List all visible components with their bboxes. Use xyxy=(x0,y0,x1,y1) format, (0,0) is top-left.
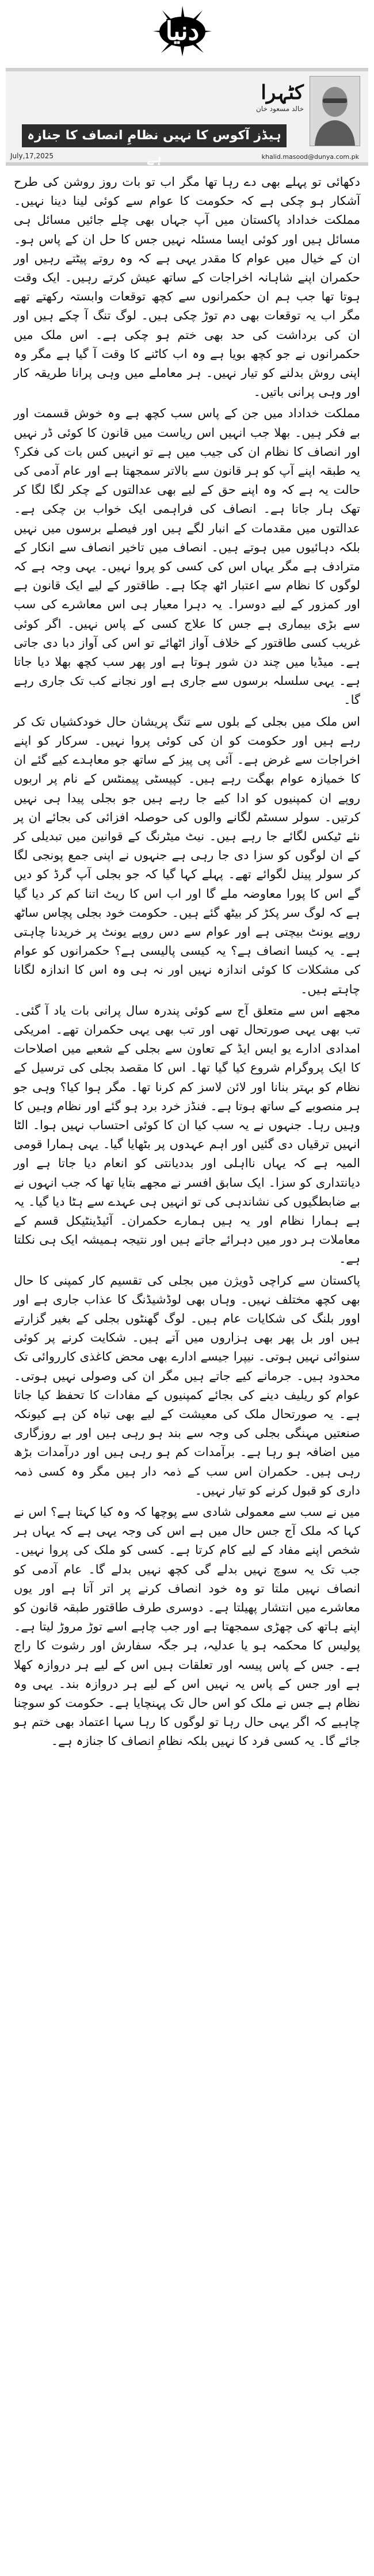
paragraph: پاکستان سے کراچی ڈویژن میں بجلی کی تقسیم کار کمپنی کا حال بھی کچھ مختلف نہیں۔ وہاں بھی لوڈشیڈنگ کا عذاب جاری ہے اور اوور بلنگ کی شکایات عام ہیں۔ لوگ گھنٹوں بجلی کے بغیر گزارتے ہیں اور بل پھر بھی ہزاروں میں آتے ہیں۔ شکایت کرنے پر کوئی سنوائی نہیں ہوتی۔ نیپرا جیسے ادارے بھی محض کاغذی کارروائی تک محدود ہیں۔ جرمانے کیے جاتے ہیں مگر ان کی وصولی نہیں ہوتی۔ عوام کو ریلیف دینے کی بجائے کمپنیوں کے مفادات کا تحفظ کیا جاتا ہے۔ یہ صورتحال ملک کی معیشت کے لیے بھی تباہ کن ہے کیونکہ صنعتیں مہنگی بجلی کی وجہ سے بند ہو رہی ہیں اور بے روزگاری میں اضافہ ہو رہا ہے۔ برآمدات کم ہو رہی ہیں اور درآمدات بڑھ رہی ہیں۔ حکمران اس سب کے ذمہ دار ہیں مگر وہ کسی ذمہ داری کو قبول کرنے کو تیار نہیں۔ xyxy=(14,1273,360,1497)
paragraph: میں نے سب سے معمولی شادی سے پوچھا کہ وہ کیا کہتا ہے؟ اس نے کہا کہ ملک آج جس حال میں ہے اس کی وجہ یہی ہے کہ یہاں ہر شخص اپنے مفاد کے لیے کام کرتا ہے۔ کسی کو ملک کی پروا نہیں۔ جب تک یہ سوچ نہیں بدلے گی کچھ نہیں بدلے گا۔ عام آدمی کو انصاف نہیں ملتا تو وہ خود انصاف کرنے پر اتر آتا ہے اور یوں معاشرے میں انتشار پھیلتا ہے۔ دوسری طرف طاقتور طبقہ قانون کو اپنے ہاتھ کی چھڑی سمجھتا ہے اور جب چاہے اسے توڑ مروڑ لیتا ہے۔ پولیس کا محکمہ ہو یا عدلیہ، ہر جگہ سفارش اور رشوت کا راج ہے۔ جس کے پاس پیسہ اور تعلقات ہیں اس کے لیے ہر دروازہ کھلا ہے اور جس کے پاس یہ نہیں اس کے لیے ہر دروازہ بند۔ یہی وہ نظام ہے جس نے ملک کو اس حال تک پہنچایا ہے۔ حکومت کو سوچنا چاہیے کہ اگر یہی حال رہا تو لوگوں کا رہا سہا اعتماد بھی ختم ہو جائے گا۔ یہ کسی فرد کا نہیں بلکہ نظامِ انصاف کا جنازہ ہے۔ xyxy=(14,1505,360,1748)
author-name: خالد مسعود خان xyxy=(255,105,304,113)
column-brand xyxy=(256,82,304,113)
logo-wordmark: دنیا xyxy=(165,16,200,46)
paragraph: مملکت خداداد میں جن کے پاس سب کچھ ہے وہ خوش قسمت اور بے فکر ہیں۔ بھلا جب انہیں اس ریاست میں قانون کا کوئی ڈر نہیں اور انصاف کا نظام ان کی جیب میں ہے تو انہیں کس بات کی فکر؟ یہ طبقہ اپنے آپ کو ہر قانون سے بالاتر سمجھتا ہے اور عام آدمی کی حالت یہ ہے کہ وہ اپنے حق کے لیے بھی عدالتوں کے چکر لگا لگا کر تھک ہار جاتا ہے۔ انصاف کی فراہمی ایک خواب بن چکی ہے۔ عدالتوں میں مقدمات کے انبار لگے ہیں اور فیصلے برسوں میں نہیں بلکہ دہائیوں میں ہوتے ہیں۔ انصاف میں تاخیر انصاف سے انکار کے مترادف ہے مگر یہاں اس کی کسی کو پروا نہیں۔ یہی وجہ ہے کہ لوگوں کا نظام سے اعتبار اٹھ چکا ہے۔ طاقتور کے لیے ایک قانون ہے اور کمزور کے لیے دوسرا۔ یہ دہرا معیار ہی اس معاشرے کی سب سے بڑی بیماری ہے جس کا علاج کسی کے پاس نہیں۔ اگر کوئی غریب کسی طاقتور کے خلاف آواز اٹھائے تو اس کی آواز دبا دی جاتی ہے۔ میڈیا میں چند دن شور ہوتا ہے اور پھر سب کچھ بھلا دیا جاتا ہے۔ یہی سلسلہ برسوں سے جاری ہے اور نجانے کب تک جاری رہے گا۔ xyxy=(14,406,360,707)
article-headline: ہیڈز آکوس کا نہیں نظامِ انصاف کا جنازہ ہے xyxy=(22,124,287,147)
newspaper-logo xyxy=(151,5,214,58)
column-header xyxy=(6,68,368,166)
article-body xyxy=(14,173,360,1754)
masthead xyxy=(0,0,374,64)
author-photo xyxy=(310,76,360,146)
paragraph: دکھائی تو پہلے بھی دے رہا تھا مگر اب تو بات روز روشن کی طرح آشکار ہو چکی ہے کہ حکومت کا عوام سے کوئی لینا دینا نہیں۔ مملکت خداداد پاکستان میں آپ جہاں بھی چلے جائیں مسائل ہی مسائل ہیں اور کوئی ایسا مسئلہ نہیں جس کا حل ان کے پاس ہو۔ ان کے خیال میں عوام کا مقدر یہی ہے کہ وہ روتے پیٹتے رہیں اور حکمران اپنے شاہانہ اخراجات کے ساتھ عیش کرتے رہیں۔ ایک وقت ہوتا تھا جب ہم ان حکمرانوں سے کچھ توقعات وابستہ رکھتے تھے مگر اب یہ توقعات بھی دم توڑ چکی ہیں۔ لوگ تنگ آ چکے ہیں اور ان کی برداشت کی حد بھی ختم ہو چکی ہے۔ اس ملک میں حکمرانوں نے جو کچھ بویا ہے وہ اب کاٹنے کا وقت آ گیا ہے مگر وہ اپنی روش بدلنے کو تیار نہیں۔ ہر معاملے میں وہی پرانا طریقہ کار اور وہی پرانی باتیں۔ xyxy=(14,175,360,399)
paragraph: مجھے اس سے متعلق آج سے کوئی پندرہ سال پرانی بات یاد آ گئی۔ تب بھی یہی صورتحال تھی اور تب بھی یہی حکمران تھے۔ امریکی امدادی ادارے یو ایس ایڈ کے تعاون سے بجلی کے شعبے میں اصلاحات کا ایک پروگرام شروع کیا گیا تھا۔ اس کا مقصد بجلی کی ترسیل کے نظام کو بہتر بنانا اور لائن لاسز کم کرنا تھا۔ مگر ہوا کیا؟ وہی جو ہر منصوبے کے ساتھ ہوتا ہے۔ فنڈز خرد برد ہو گئے اور نظام وہیں کا وہیں رہا۔ جنہوں نے یہ سب کیا ان کا کوئی احتساب نہیں ہوا۔ الٹا انہیں ترقیاں دی گئیں اور اہم عہدوں پر بٹھایا گیا۔ یہی ہمارا قومی المیہ ہے کہ یہاں نااہلی اور بددیانتی کو انعام دیا جاتا ہے اور دیانتداری کو سزا۔ ایک سابق افسر نے مجھے بتایا تھا کہ جب انہوں نے بے ضابطگیوں کی نشاندہی کی تو انہیں ہی عہدے سے ہٹا دیا گیا۔ یہ ہے ہمارا نظام اور یہ ہیں ہمارے حکمران۔ آئیڈینٹیکل قسم کے معاملات ہر دور میں دہرائے جاتے ہیں اور نتیجہ ہمیشہ ایک ہی نکلتا ہے۔ xyxy=(14,1003,360,1266)
column-title: کٹہرا xyxy=(261,81,304,104)
paragraph: اس ملک میں بجلی کے بلوں سے تنگ پریشان حال خودکشیاں تک کر رہے ہیں اور حکومت کو ان کی کوئی پروا نہیں۔ سرکار کو اپنے اخراجات سے غرض ہے۔ آئی پی پیز کے ساتھ جو معاہدے کیے گئے ان کا خمیازہ عوام بھگت رہے ہیں۔ کپیسٹی پیمنٹس کے نام پر اربوں روپے ان کمپنیوں کو ادا کیے جا رہے ہیں جو بجلی پیدا ہی نہیں کرتیں۔ سولر سسٹم لگانے والوں کی حوصلہ افزائی کی بجائے ان پر نئے ٹیکس لگائے جا رہے ہیں۔ نیٹ میٹرنگ کے قوانین میں تبدیلی کر کے ان لوگوں کو سزا دی جا رہی ہے جنہوں نے اپنی جمع پونجی لگا کر سولر پینل لگوائے تھے۔ پہلے کہا گیا کہ جو بجلی آپ گرڈ کو دیں گے اس کا پورا معاوضہ ملے گا اور اب اس کا ریٹ اتنا کم کر دیا گیا ہے کہ لوگ سر پکڑ کر بیٹھ گئے ہیں۔ حکومت خود بجلی پچاس ساٹھ روپے یونٹ بیچتی ہے اور عوام سے دس روپے یونٹ پر خریدنا چاہتی ہے۔ یہ کیسا انصاف ہے؟ یہ کیسی پالیسی ہے؟ حکمرانوں کو عوام کی مشکلات کا کوئی اندازہ نہیں اور نہ ہی وہ اس کا اندازہ لگانا چاہتے ہیں۔ xyxy=(14,714,360,996)
publish-date: July,17,2025 xyxy=(10,152,54,160)
author-portrait-icon xyxy=(310,77,360,146)
author-email: khalid.masood@dunya.com.pk xyxy=(261,153,359,161)
